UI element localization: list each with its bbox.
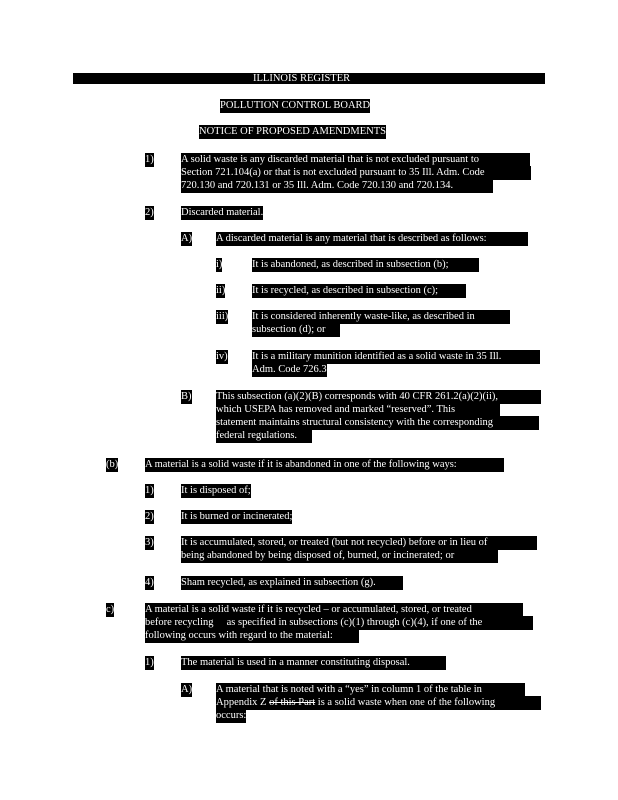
- item-B-label: B): [181, 391, 192, 402]
- item-iv-line-1: It is a military munition identified as a solid waste in 35 Ill.: [252, 350, 540, 364]
- item-c1-text: The material is used in a manner constituting disposal.: [181, 656, 446, 670]
- item-b2-text: It is burned or incinerated;: [181, 511, 293, 522]
- item-c-line-2: before recycling as specified in subsections (c)(1) through (c)(4), if one of the: [145, 616, 533, 630]
- item-A-label: A): [181, 233, 193, 244]
- item-b-label: (b): [106, 459, 119, 470]
- item-b4-text: Sham recycled, as explained in subsection (g).: [181, 576, 403, 590]
- item-B-line-3: statement maintains structural consistency with the corresponding: [216, 416, 539, 430]
- item-b-text: A material is a solid waste if it is abandoned in one of the following ways:: [145, 458, 504, 472]
- item-c-label: c): [106, 604, 115, 615]
- item-b1-label: 1): [145, 485, 154, 496]
- item-i-text: It is abandoned, as described in subsection (b);: [252, 258, 479, 272]
- item-iii-line-1: It is considered inherently waste-like, as described in: [252, 310, 510, 324]
- item-c-line-1: A material is a solid waste if it is recycled – or accumulated, stored, or treated: [145, 603, 523, 617]
- item-b4-label: 4): [145, 577, 154, 588]
- item-cA-line-2-pre: Appendix Z: [216, 697, 270, 708]
- item-iv-label: iv): [216, 351, 228, 362]
- item-c-line-3: following occurs with regard to the material:: [145, 629, 359, 643]
- item-b3-line-1: It is accumulated, stored, or treated (but not recycled) before or in lieu of: [181, 536, 537, 550]
- item-cA-line-2-post: is a solid waste when one of the following: [315, 697, 496, 708]
- item-b3-line-2: being abandoned by being disposed of, burned, or incinerated; or: [181, 549, 498, 563]
- item-ii-text: It is recycled, as described in subsection (c);: [252, 284, 466, 298]
- item-iii-label: iii): [216, 311, 229, 322]
- header-board: POLLUTION CONTROL BOARD: [220, 100, 371, 111]
- item-a1-line-2: Section 721.104(a) or that is not excluded pursuant to 35 Ill. Adm. Code: [181, 166, 531, 180]
- item-B-line-4: federal regulations.: [216, 429, 312, 443]
- item-a2-label: 2): [145, 207, 154, 218]
- item-cA-line-1: A material that is noted with a “yes” in column 1 of the table in: [216, 683, 525, 697]
- item-A-text: A discarded material is any material that is described as follows:: [216, 232, 528, 246]
- item-ii-label: ii): [216, 285, 226, 296]
- item-b2-label: 2): [145, 511, 154, 522]
- item-b3-label: 3): [145, 537, 154, 548]
- item-a2-text: Discarded material.: [181, 207, 264, 218]
- item-B-line-2: which USEPA has removed and marked “reserved”. This: [216, 403, 500, 417]
- item-iv-line-2: Adm. Code 726.302.: [252, 364, 340, 375]
- header-notice: NOTICE OF PROPOSED AMENDMENTS: [199, 126, 386, 137]
- item-a1-label: 1): [145, 154, 154, 165]
- item-a1-line-1: A solid waste is any discarded material that is not excluded pursuant to: [181, 153, 530, 167]
- item-c1-label: 1): [145, 657, 154, 668]
- item-a1-line-3: 720.130 and 720.131 or 35 Ill. Adm. Code 720.130 and 720.134.: [181, 179, 493, 193]
- header-register: ILLINOIS REGISTER: [253, 73, 351, 84]
- item-b1-text: It is disposed of;: [181, 485, 251, 496]
- item-cA-struck-text: of this Part: [269, 697, 316, 708]
- header-register-bar: [73, 73, 545, 84]
- item-iii-line-2: subsection (d); or: [252, 323, 340, 337]
- item-B-line-1: This subsection (a)(2)(B) corresponds with 40 CFR 261.2(a)(2)(ii),: [216, 390, 541, 404]
- item-cA-line-2: [216, 696, 541, 710]
- item-i-label: i): [216, 259, 223, 270]
- item-cA-label: A): [181, 684, 193, 695]
- item-cA-line-3: occurs:: [216, 710, 247, 721]
